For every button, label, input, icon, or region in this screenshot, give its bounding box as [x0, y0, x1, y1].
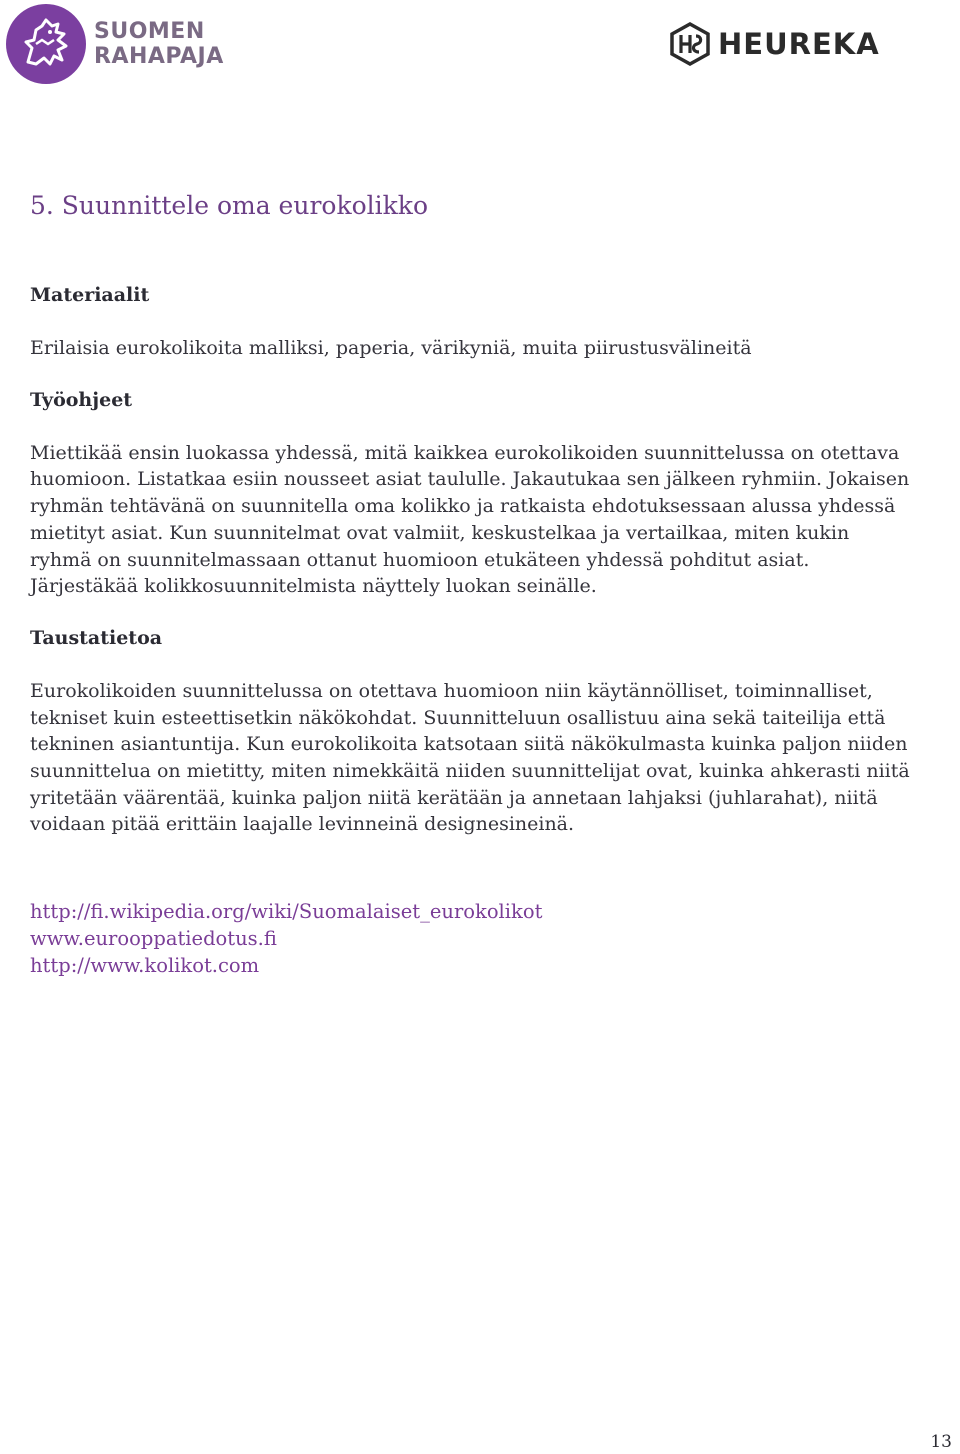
kolikot-link[interactable]: http://www.kolikot.com — [30, 954, 260, 978]
lion-crest-icon — [6, 4, 86, 84]
wikipedia-link[interactable]: http://fi.wikipedia.org/wiki/Suomalaiset_eurokolikot — [30, 900, 543, 924]
reference-links — [30, 898, 910, 979]
document-body — [30, 186, 910, 979]
heureka-logo — [668, 22, 880, 66]
suomen-rahapaja-logo — [6, 4, 224, 84]
page-header — [0, 0, 960, 100]
materials-paragraph: Erilaisia eurokolikoita malliksi, paperia, värikyniä, muita piirustusvälineitä — [30, 337, 752, 359]
instructions-paragraph: Miettikää ensin luokassa yhdessä, mitä kaikkea eurokolikoiden suunnittelussa on otettava huomioon. Listatkaa esiin nousseet asiat taululle. Jakautukaa sen jälkeen ryhmiin. Jokaisen ryhmän tehtävänä on suunnitella oma kolikko ja ratkaista ehdotuksessaan alussa yhdessä mietityt asiat. Kun suunnitelmat ovat valmiit, keskustelkaa ja vertailkaa, miten kukin ryhmä on suunnitelmassaan ottanut huomioon etukäteen yhdessä pohditut asiat. Järjestäkää kolikkosuunnitelmista näyttely luokan seinälle. — [30, 441, 910, 598]
heureka-wordmark: HEUREKA — [718, 27, 880, 61]
section-title: 5. Suunnittele oma eurokolikko — [30, 191, 428, 220]
instructions-heading: Työohjeet — [30, 388, 133, 411]
brand-line-2: RAHAPAJA — [94, 44, 224, 69]
background-heading: Taustatietoa — [30, 626, 163, 649]
page-number: 13 — [930, 1432, 952, 1452]
materials-heading: Materiaalit — [30, 284, 150, 306]
heureka-cube-icon — [668, 22, 712, 66]
brand-line-1: SUOMEN — [94, 19, 205, 44]
background-paragraph: Eurokolikoiden suunnittelussa on otettava huomioon niin käytännölliset, toiminnalliset, tekniset kuin esteettisetkin näkökohdat. Suunnitteluun osallistuu aina sekä taiteilija että tekninen asiantuntija. Kun eurokolikoita katsotaan siitä näkökulmasta kuinka paljon niiden suunnittelua on mietitty, miten nimekkäitä niiden suunnittelijat ovat, kuinka ahkerasti niitä yritetään väärentää, kuinka paljon niitä kerätään ja annetaan lahjaksi (juhlarahat), niitä voidaan pitää erittäin laajalle levinneinä designesineinä. — [30, 679, 910, 836]
eurooppatiedotus-link[interactable]: www.eurooppatiedotus.fi — [30, 927, 277, 951]
